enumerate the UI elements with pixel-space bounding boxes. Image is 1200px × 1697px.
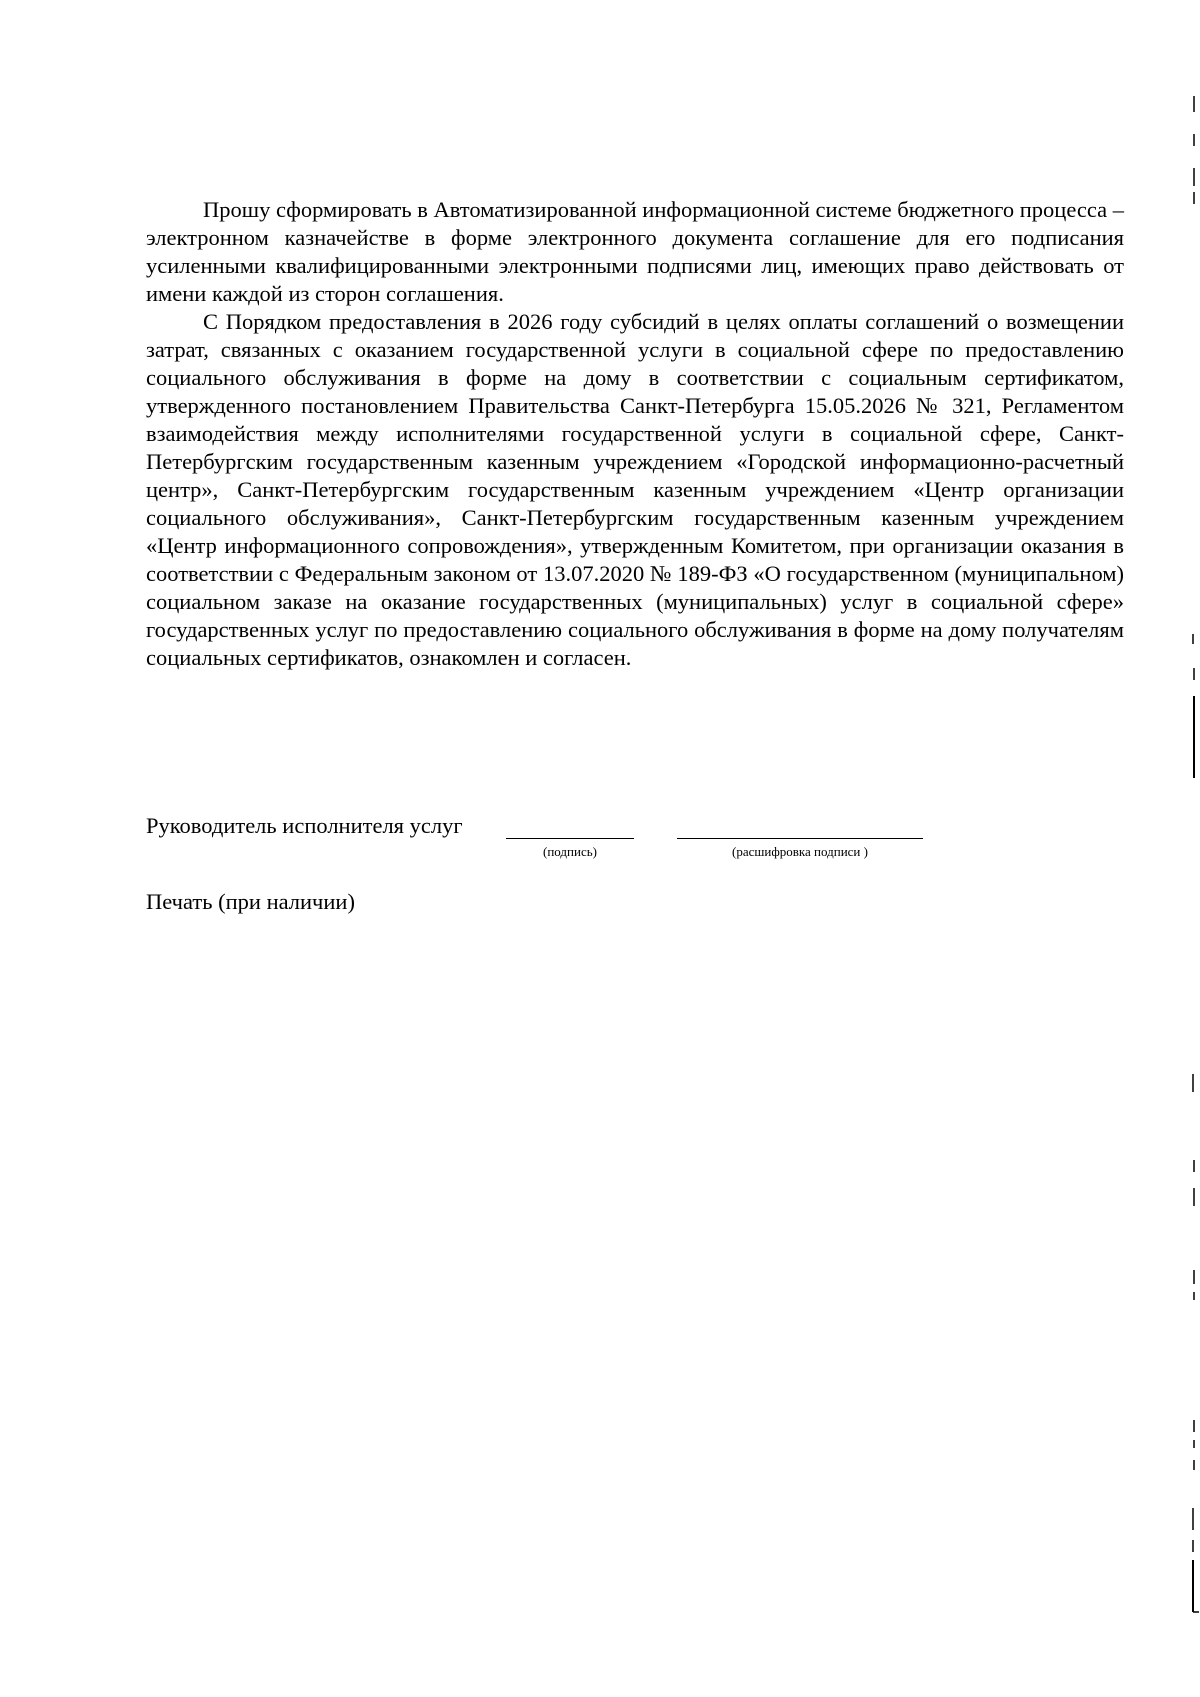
stamp-label: Печать (при наличии) bbox=[146, 889, 355, 914]
signer-role-label: Руководитель исполнителя услуг bbox=[146, 813, 463, 838]
request-paragraph: Прошу сформировать в Автоматизированной информационной системе бюджетного процесса – электронном казначействе в форме электронного документа соглашение для его подписания усиленными квалифицированными электронными подписями лиц, имеющих право действовать от имени каждой из сторон соглашения. bbox=[146, 197, 1124, 306]
signature-decoding-caption: (расшифровка подписи ) bbox=[732, 844, 868, 859]
signature-block bbox=[146, 812, 926, 872]
signature-decoding-line bbox=[677, 838, 923, 839]
signature-line bbox=[506, 838, 634, 839]
signature-caption: (подпись) bbox=[543, 844, 597, 859]
agreement-paragraph: С Порядком предоставления в 2026 году субсидий в целях оплаты соглашений о возмещении затрат, связанных с оказанием государственной услуги в социальной сфере по предоставлению социального обслуживания в форме на дому в соответствии с социальным сертификатом, утвержденного постановлением Правительства Санкт-Петербурга 15.05.2026 № 321, Регламентом взаимодействия между исполнителями государственной услуги в социальной сфере, Санкт-Петербургским государственным казенным учреждением «Городской информационно-расчетный центр», Санкт-Петербургским государственным казенным учреждением «Центр организации социального обслуживания», Санкт-Петербургским государственным казенным учреждением «Центр информационного сопровождения», утвержденным Комитетом, при организации оказания в соответствии с Федеральным законом от 13.07.2020 № 189-ФЗ «О государственном (муниципальном) социальном заказе на оказание государственных (муниципальных) услуг в социальной сфере» государственных услуг по предоставлению социального обслуживания в форме на дому получателям социальных сертификатов, ознакомлен и согласен. bbox=[146, 309, 1124, 670]
document-body bbox=[146, 196, 1124, 672]
